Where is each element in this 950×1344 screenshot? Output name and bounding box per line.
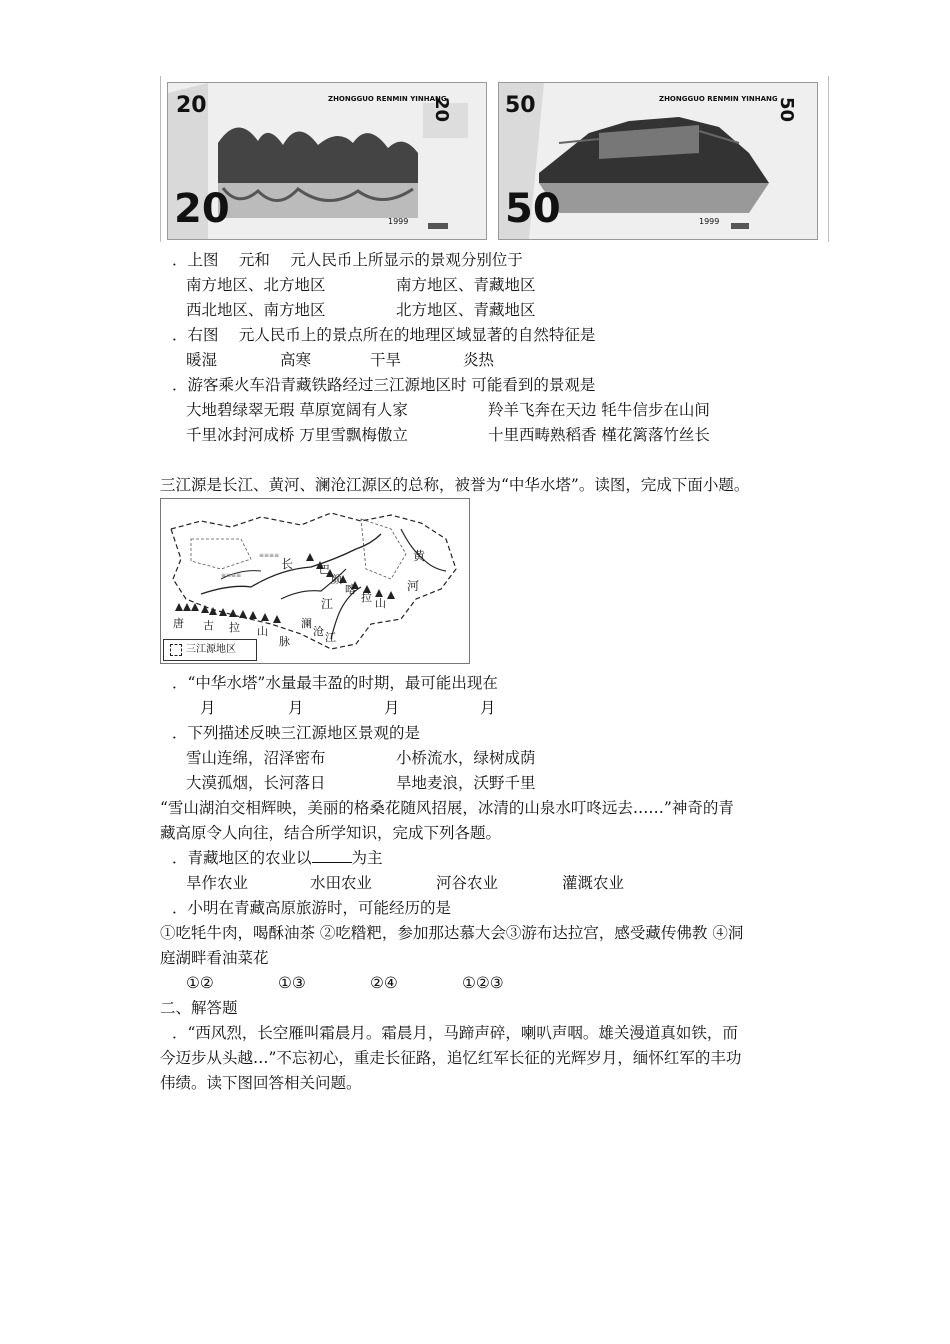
note20-year: 1999 (388, 217, 409, 226)
map-label-shan2: 山 (257, 625, 268, 638)
note50-top-denomination: 50 (505, 93, 536, 118)
note20-side-denomination: 20 (431, 97, 452, 123)
q5-option-b[interactable]: 小桥流水，绿树成荫 (396, 749, 536, 767)
q6-option-c[interactable]: 河谷农业 (436, 874, 499, 892)
q7-stem: ．小明在青藏高原旅游时，可能经历的是 (172, 899, 452, 917)
svg-text:≡≡≡≡: ≡≡≡≡ (259, 552, 280, 559)
section2-passage-line2: 今迈步从头越…”不忘初心，重走长征路，追忆红军长征的光辉岁月，缅怀红军的丰功 (160, 1049, 742, 1067)
note50-side-denomination: 50 (776, 97, 797, 123)
q4-option-a[interactable]: 月 (200, 699, 216, 717)
map-label-tang: 唐 (173, 617, 184, 630)
q1-option-c[interactable]: 西北地区、南方地区 (186, 301, 326, 319)
q6-option-a[interactable]: 旱作农业 (186, 874, 249, 892)
q5-stem: ．下列描述反映三江源地区景观的是 (172, 724, 421, 742)
map-label-gu: 古 (203, 619, 214, 632)
q1-option-b[interactable]: 南方地区、青藏地区 (396, 276, 536, 294)
q1-option-d[interactable]: 北方地区、青藏地区 (396, 301, 536, 319)
q6-option-b[interactable]: 水田农业 (310, 874, 373, 892)
map-label-jiang: 江 (321, 597, 334, 611)
q1-stem: ．上图 元和 元人民币上所显示的景观分别位于 (172, 251, 523, 269)
map-label-jiang2: 江 (325, 631, 336, 644)
section2-title: 二、解答题 (160, 999, 238, 1017)
q7-option-d[interactable]: ①②③ (462, 974, 504, 992)
q7-option-a[interactable]: ①② (186, 974, 214, 992)
q2-option-c[interactable]: 干旱 (370, 351, 402, 369)
map-legend-label: 三江源地区 (186, 644, 236, 655)
map-label-ka: 喀 (345, 583, 356, 596)
q4-option-b[interactable]: 月 (288, 699, 304, 717)
q4-stem: ．“中华水塔”水量最丰盈的时期，最可能出现在 (172, 674, 498, 692)
q6-answer-blank[interactable] (312, 848, 352, 863)
q6-stem-after: 为主 (351, 849, 383, 867)
q6-stem (172, 848, 383, 868)
q6-option-d[interactable]: 灌溉农业 (562, 874, 625, 892)
section2-passage-line3: 伟绩。读下图回答相关问题。 (160, 1074, 362, 1092)
q7-statements-line2: 庭湖畔看油菜花 (160, 949, 269, 967)
intro-qinghai-tibet-line2: 藏高原令人向往，结合所学知识，完成下列各题。 (160, 824, 502, 842)
q2-option-a[interactable]: 暖湿 (186, 351, 218, 369)
q6-stem-before: ．青藏地区的农业以 (172, 849, 312, 867)
map-label-he: 河 (407, 579, 420, 593)
q3-option-c[interactable]: 千里冰封河成桥 万里雪飘梅傲立 (186, 426, 408, 444)
lake-marks (221, 552, 279, 579)
q5-option-c[interactable]: 大漠孤烟，长河落日 (186, 774, 326, 792)
intro-sanjiangyuan: 三江源是长江、黄河、澜沧江源区的总称，被誉为“中华水塔”。读图，完成下面小题。 (160, 476, 750, 494)
map-label-la: 拉 (361, 591, 372, 604)
banknote-images (160, 76, 829, 242)
q4-option-d[interactable]: 月 (480, 699, 496, 717)
note50-header: ZHONGGUO RENMIN YINHANG (659, 95, 778, 103)
q2-stem: ．右图 元人民币上的景点所在的地理区域显著的自然特征是 (172, 326, 596, 344)
q5-option-a[interactable]: 雪山连绵，沼泽密布 (186, 749, 326, 767)
svg-text:≡≡≡≡: ≡≡≡≡ (221, 572, 242, 579)
q3-option-b[interactable]: 羚羊飞奔在天边 牦牛信步在山间 (488, 401, 710, 419)
q7-option-b[interactable]: ①③ (278, 974, 306, 992)
map-label-la2: 拉 (229, 621, 240, 634)
map-label-cang: 沧 (313, 625, 324, 638)
banknote-50 (498, 82, 818, 240)
q3-option-d[interactable]: 十里西畴熟稻香 槿花篱落竹丝长 (488, 426, 710, 444)
map-legend (163, 639, 257, 661)
map-label-mai: 脉 (279, 635, 290, 648)
note50-large-denomination: 50 (505, 186, 561, 232)
q1-option-a[interactable]: 南方地区、北方地区 (186, 276, 326, 294)
map-label-ba: 巴 (319, 563, 330, 576)
note50-year: 1999 (699, 217, 720, 226)
note20-top-denomination: 20 (176, 93, 207, 118)
map-label-lan: 澜 (301, 617, 312, 630)
banknote-20 (167, 82, 487, 240)
q2-option-b[interactable]: 高寒 (280, 351, 312, 369)
q7-option-c[interactable]: ②④ (370, 974, 398, 992)
q3-stem: ．游客乘火车沿青藏铁路经过三江源地区时 可能看到的景观是 (172, 376, 596, 394)
section2-passage-line1: ．“西风烈，长空雁叫霜晨月。霜晨月，马蹄声碎，喇叭声咽。雄关漫道真如铁，而 (172, 1024, 738, 1042)
legend-dashed-boundary-icon (170, 644, 182, 656)
map-label-chang: 长 (281, 557, 294, 571)
q5-option-d[interactable]: 旱地麦浪，沃野千里 (396, 774, 536, 792)
map-label-yan: 颜 (331, 573, 342, 586)
sanjiangyuan-map (160, 498, 470, 664)
map-label-huang: 黄 (413, 549, 426, 563)
note20-large-denomination: 20 (174, 186, 230, 232)
q4-option-c[interactable]: 月 (384, 699, 400, 717)
map-label-shan: 山 (375, 597, 386, 610)
note20-header: ZHONGGUO RENMIN YINHANG (328, 95, 447, 103)
q2-option-d[interactable]: 炎热 (463, 351, 495, 369)
q7-statements-line1: ①吃牦牛肉，喝酥油茶 ②吃糌粑，参加那达慕大会③游布达拉宫，感受藏传佛教 ④洞 (160, 924, 744, 942)
intro-qinghai-tibet-line1: “雪山湖泊交相辉映，美丽的格桑花随风招展，冰清的山泉水叮咚远去……”神奇的青 (160, 799, 734, 817)
q3-option-a[interactable]: 大地碧绿翠无瑕 草原宽阔有人家 (186, 401, 408, 419)
